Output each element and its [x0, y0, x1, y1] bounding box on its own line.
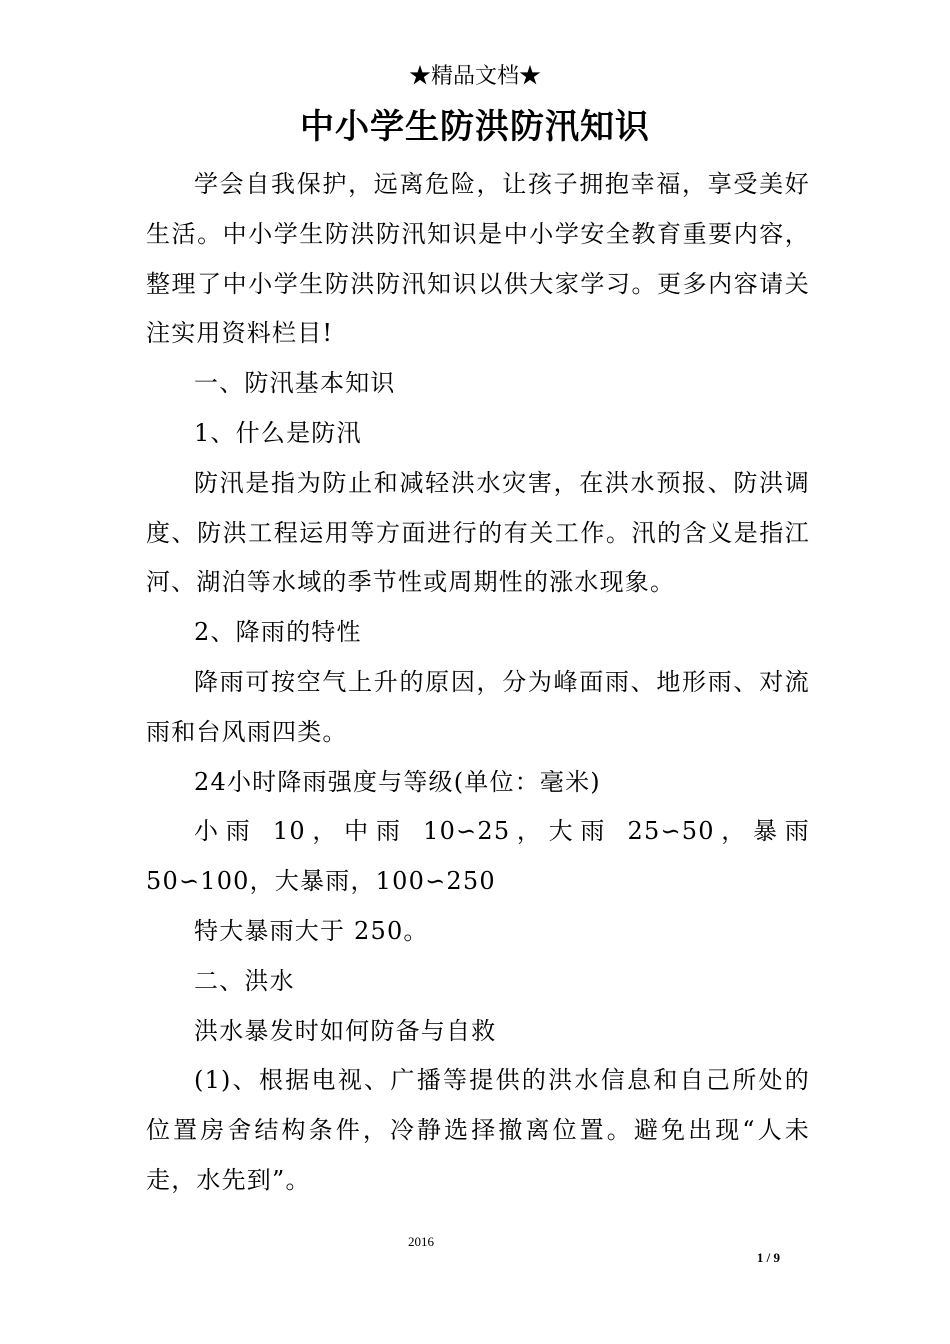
paragraph-rain-levels: 小雨 10，中雨 10∽25，大雨 25∽50，暴雨 50∽100，大暴雨，100∽250 — [146, 817, 810, 896]
footer-year: 2016 — [408, 1234, 434, 1249]
paragraph-extreme-rain: 特大暴雨大于 250。 — [194, 916, 429, 945]
paragraph-rain-intensity-title: 24小时降雨强度与等级(单位：毫米) — [194, 767, 601, 796]
section-heading-2: 二、洪水 — [194, 966, 295, 995]
document-body — [146, 160, 810, 1206]
paragraph-intro: 学会自我保护，远离危险，让孩子拥抱幸福，享受美好生活。中小学生防洪防汛知识是中小学安全教育重要内容，整理了中小学生防洪防汛知识以供大家学习。更多内容请关注实用资料栏目! — [146, 170, 810, 348]
subheading-1: 1、什么是防汛 — [194, 418, 362, 447]
subheading-3: 洪水暴发时如何防备与自救 — [194, 1016, 497, 1045]
document-header: ★精品文档★ — [408, 64, 541, 89]
paragraph-rain-types: 降雨可按空气上升的原因，分为峰面雨、地形雨、对流雨和台风雨四类。 — [146, 667, 810, 746]
document-title: 中小学生防洪防汛知识 — [300, 107, 650, 147]
section-heading-1: 一、防汛基本知识 — [194, 369, 396, 398]
paragraph-self-rescue-1: (1)、根据电视、广播等提供的洪水信息和自己所处的位置房舍结构条件，冷静选择撤离位置。避免出现“人未走，水先到”。 — [146, 1066, 810, 1194]
subheading-2: 2、降雨的特性 — [194, 618, 362, 647]
page-number: 1 / 9 — [756, 1250, 780, 1265]
paragraph-flood-prevention: 防汛是指为防止和减轻洪水灾害，在洪水预报、防洪调度、防洪工程运用等方面进行的有关工作。汛的含义是指江河、湖泊等水域的季节性或周期性的涨水现象。 — [146, 468, 810, 597]
